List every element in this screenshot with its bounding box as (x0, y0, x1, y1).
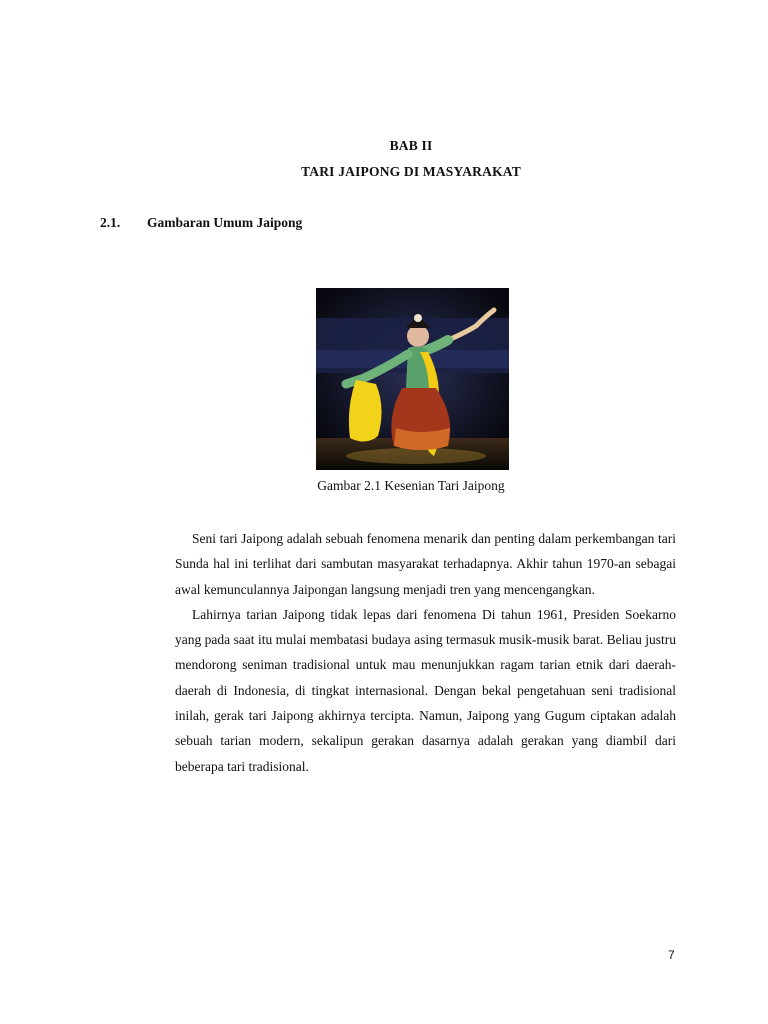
paragraph: Seni tari Jaipong adalah sebuah fenomena menarik dan penting dalam perkembangan tari Sunda hal ini terlihat dari sambutan masyarakat terhadapnya. Akhir tahun 1970-an sebagai awal kemunculannya Jaipongan langsung menjadi tren yang mencengangkan. (175, 531, 676, 597)
figure-caption: Gambar 2.1 Kesenian Tari Jaipong (317, 478, 505, 493)
section-number: 2.1. (100, 215, 121, 230)
body-text (175, 526, 676, 779)
jaipong-dancer-photo (316, 288, 509, 470)
chapter-title: TARI JAIPONG DI MASYARAKAT (301, 164, 521, 179)
page-number: 7 (668, 948, 675, 962)
dancer-illustration (316, 288, 509, 470)
paragraph: Lahirnya tarian Jaipong tidak lepas dari fenomena Di tahun 1961, Presiden Soekarno yang pada saat itu mulai membatasi budaya asing termasuk musik-musik barat. Beliau justru mendorong seniman tradisional untuk mau menunjukkan ragam tarian etnik dari daerah-daerah di Indonesia, di tingkat internasional. Dengan bekal pengetahuan seni tradisional inilah, gerak tari Jaipong akhirnya tercipta. Namun, Jaipong yang Gugum ciptakan adalah sebuah tarian modern, sekalipun gerakan dasarnya adalah gerakan yang diambil dari beberapa tari tradisional. (175, 606, 676, 774)
section-title: Gambaran Umum Jaipong (147, 215, 303, 230)
chapter-number: BAB II (389, 138, 433, 153)
